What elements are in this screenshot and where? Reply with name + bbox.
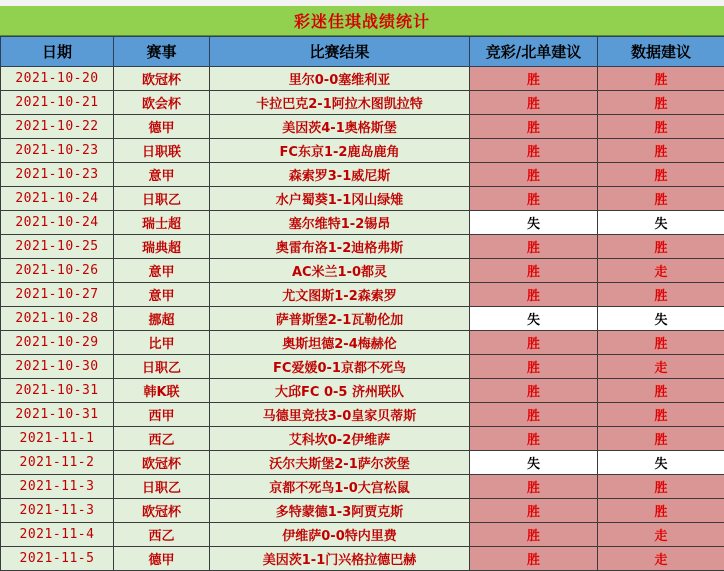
date-cell: 2021-10-25 bbox=[1, 235, 114, 259]
data-advice-cell: 胜 bbox=[598, 91, 724, 115]
league-cell: 意甲 bbox=[114, 163, 210, 187]
date-cell: 2021-10-23 bbox=[1, 163, 114, 187]
data-advice-cell: 胜 bbox=[598, 403, 724, 427]
league-cell: 挪超 bbox=[114, 307, 210, 331]
table-row bbox=[1, 547, 724, 571]
data-advice-cell: 胜 bbox=[598, 67, 724, 91]
date-cell: 2021-10-27 bbox=[1, 283, 114, 307]
table-row bbox=[1, 499, 724, 523]
date-cell: 2021-10-31 bbox=[1, 379, 114, 403]
data-advice-cell: 胜 bbox=[598, 331, 724, 355]
date-cell: 2021-10-30 bbox=[1, 355, 114, 379]
table-row bbox=[1, 67, 724, 91]
date-cell: 2021-10-24 bbox=[1, 187, 114, 211]
jc-advice-cell: 胜 bbox=[470, 547, 598, 571]
data-advice-cell: 失 bbox=[598, 211, 724, 235]
table-row bbox=[1, 187, 724, 211]
data-advice-cell: 失 bbox=[598, 451, 724, 475]
table-row bbox=[1, 235, 724, 259]
data-advice-cell: 走 bbox=[598, 355, 724, 379]
date-cell: 2021-10-22 bbox=[1, 115, 114, 139]
table-row bbox=[1, 163, 724, 187]
table-row bbox=[1, 307, 724, 331]
date-cell: 2021-10-28 bbox=[1, 307, 114, 331]
jc-advice-cell: 胜 bbox=[470, 499, 598, 523]
jc-advice-cell: 胜 bbox=[470, 235, 598, 259]
league-cell: 西乙 bbox=[114, 523, 210, 547]
match-result-cell: 森索罗3-1威尼斯 bbox=[210, 163, 470, 187]
data-advice-cell: 走 bbox=[598, 259, 724, 283]
match-result-cell: 大邱FC 0-5 济州联队 bbox=[210, 379, 470, 403]
results-body bbox=[1, 67, 724, 571]
jc-advice-cell: 胜 bbox=[470, 403, 598, 427]
jc-advice-cell: 胜 bbox=[470, 163, 598, 187]
table-row bbox=[1, 475, 724, 499]
jc-advice-cell: 胜 bbox=[470, 355, 598, 379]
data-advice-cell: 走 bbox=[598, 523, 724, 547]
jc-advice-cell: 胜 bbox=[470, 283, 598, 307]
league-cell: 西甲 bbox=[114, 403, 210, 427]
date-cell: 2021-11-2 bbox=[1, 451, 114, 475]
league-cell: 瑞士超 bbox=[114, 211, 210, 235]
table-row bbox=[1, 331, 724, 355]
jc-advice-cell: 胜 bbox=[470, 139, 598, 163]
league-cell: 瑞典超 bbox=[114, 235, 210, 259]
jc-advice-cell: 胜 bbox=[470, 259, 598, 283]
table-row bbox=[1, 427, 724, 451]
league-cell: 欧冠杯 bbox=[114, 499, 210, 523]
data-advice-cell: 胜 bbox=[598, 115, 724, 139]
league-cell: 德甲 bbox=[114, 115, 210, 139]
data-advice-cell: 胜 bbox=[598, 139, 724, 163]
match-result-cell: 塞尔维特1-2锡昂 bbox=[210, 211, 470, 235]
match-result-cell: 艾科坎0-2伊维萨 bbox=[210, 427, 470, 451]
jc-advice-cell: 胜 bbox=[470, 427, 598, 451]
match-result-cell: FC东京1-2鹿岛鹿角 bbox=[210, 139, 470, 163]
table-row bbox=[1, 211, 724, 235]
jc-advice-cell: 胜 bbox=[470, 379, 598, 403]
date-cell: 2021-10-21 bbox=[1, 91, 114, 115]
results-table bbox=[0, 36, 724, 571]
date-cell: 2021-11-1 bbox=[1, 427, 114, 451]
date-cell: 2021-10-31 bbox=[1, 403, 114, 427]
jc-advice-cell: 胜 bbox=[470, 331, 598, 355]
league-cell: 日职乙 bbox=[114, 355, 210, 379]
league-cell: 日职乙 bbox=[114, 187, 210, 211]
table-row bbox=[1, 283, 724, 307]
match-result-cell: 美因茨1-1门兴格拉德巴赫 bbox=[210, 547, 470, 571]
data-advice-cell: 走 bbox=[598, 547, 724, 571]
league-cell: 意甲 bbox=[114, 259, 210, 283]
jc-advice-cell: 失 bbox=[470, 451, 598, 475]
jc-advice-cell: 胜 bbox=[470, 67, 598, 91]
league-cell: 欧冠杯 bbox=[114, 451, 210, 475]
date-cell: 2021-10-29 bbox=[1, 331, 114, 355]
data-advice-cell: 胜 bbox=[598, 427, 724, 451]
league-cell: 欧冠杯 bbox=[114, 67, 210, 91]
data-advice-cell: 胜 bbox=[598, 499, 724, 523]
jc-advice-cell: 胜 bbox=[470, 91, 598, 115]
league-cell: 比甲 bbox=[114, 331, 210, 355]
match-result-cell: 水户蜀葵1-1冈山绿雉 bbox=[210, 187, 470, 211]
league-cell: 德甲 bbox=[114, 547, 210, 571]
match-result-cell: 伊维萨0-0特内里费 bbox=[210, 523, 470, 547]
match-result-cell: AC米兰1-0都灵 bbox=[210, 259, 470, 283]
match-result-cell: 马德里竞技3-0皇家贝蒂斯 bbox=[210, 403, 470, 427]
table-row bbox=[1, 355, 724, 379]
match-result-cell: 尤文图斯1-2森索罗 bbox=[210, 283, 470, 307]
header-date: 日期 bbox=[1, 37, 114, 67]
sheet-title: 彩迷佳琪战绩统计 bbox=[0, 6, 724, 36]
table-row bbox=[1, 115, 724, 139]
table-row bbox=[1, 379, 724, 403]
jc-advice-cell: 胜 bbox=[470, 523, 598, 547]
data-advice-cell: 胜 bbox=[598, 475, 724, 499]
match-result-cell: 美因茨4-1奥格斯堡 bbox=[210, 115, 470, 139]
data-advice-cell: 失 bbox=[598, 307, 724, 331]
table-row bbox=[1, 139, 724, 163]
date-cell: 2021-10-26 bbox=[1, 259, 114, 283]
match-result-cell: 多特蒙德1-3阿贾克斯 bbox=[210, 499, 470, 523]
league-cell: 意甲 bbox=[114, 283, 210, 307]
jc-advice-cell: 失 bbox=[470, 307, 598, 331]
match-result-cell: 奥斯坦德2-4梅赫伦 bbox=[210, 331, 470, 355]
date-cell: 2021-10-24 bbox=[1, 211, 114, 235]
jc-advice-cell: 胜 bbox=[470, 475, 598, 499]
data-advice-cell: 胜 bbox=[598, 283, 724, 307]
table-row bbox=[1, 403, 724, 427]
table-row bbox=[1, 259, 724, 283]
match-result-cell: 京都不死鸟1-0大宫松鼠 bbox=[210, 475, 470, 499]
stats-sheet bbox=[0, 6, 724, 571]
match-result-cell: 沃尔夫斯堡2-1萨尔茨堡 bbox=[210, 451, 470, 475]
match-result-cell: 奥雷布洛1-2迪格弗斯 bbox=[210, 235, 470, 259]
league-cell: 日职乙 bbox=[114, 475, 210, 499]
header-row bbox=[1, 37, 724, 67]
table-row bbox=[1, 451, 724, 475]
league-cell: 韩K联 bbox=[114, 379, 210, 403]
date-cell: 2021-11-3 bbox=[1, 475, 114, 499]
header-jc-advice: 竞彩/北单建议 bbox=[470, 37, 598, 67]
data-advice-cell: 胜 bbox=[598, 235, 724, 259]
league-cell: 西乙 bbox=[114, 427, 210, 451]
table-row bbox=[1, 523, 724, 547]
date-cell: 2021-11-5 bbox=[1, 547, 114, 571]
data-advice-cell: 胜 bbox=[598, 163, 724, 187]
match-result-cell: 里尔0-0塞维利亚 bbox=[210, 67, 470, 91]
jc-advice-cell: 失 bbox=[470, 211, 598, 235]
league-cell: 欧会杯 bbox=[114, 91, 210, 115]
date-cell: 2021-10-23 bbox=[1, 139, 114, 163]
table-row bbox=[1, 91, 724, 115]
date-cell: 2021-10-20 bbox=[1, 67, 114, 91]
date-cell: 2021-11-3 bbox=[1, 499, 114, 523]
match-result-cell: 萨普斯堡2-1瓦勒伦加 bbox=[210, 307, 470, 331]
jc-advice-cell: 胜 bbox=[470, 187, 598, 211]
header-match-result: 比赛结果 bbox=[210, 37, 470, 67]
data-advice-cell: 胜 bbox=[598, 379, 724, 403]
header-data-advice: 数据建议 bbox=[598, 37, 724, 67]
date-cell: 2021-11-4 bbox=[1, 523, 114, 547]
match-result-cell: FC爱媛0-1京都不死鸟 bbox=[210, 355, 470, 379]
header-league: 赛事 bbox=[114, 37, 210, 67]
match-result-cell: 卡拉巴克2-1阿拉木图凯拉特 bbox=[210, 91, 470, 115]
jc-advice-cell: 胜 bbox=[470, 115, 598, 139]
data-advice-cell: 胜 bbox=[598, 187, 724, 211]
league-cell: 日职联 bbox=[114, 139, 210, 163]
